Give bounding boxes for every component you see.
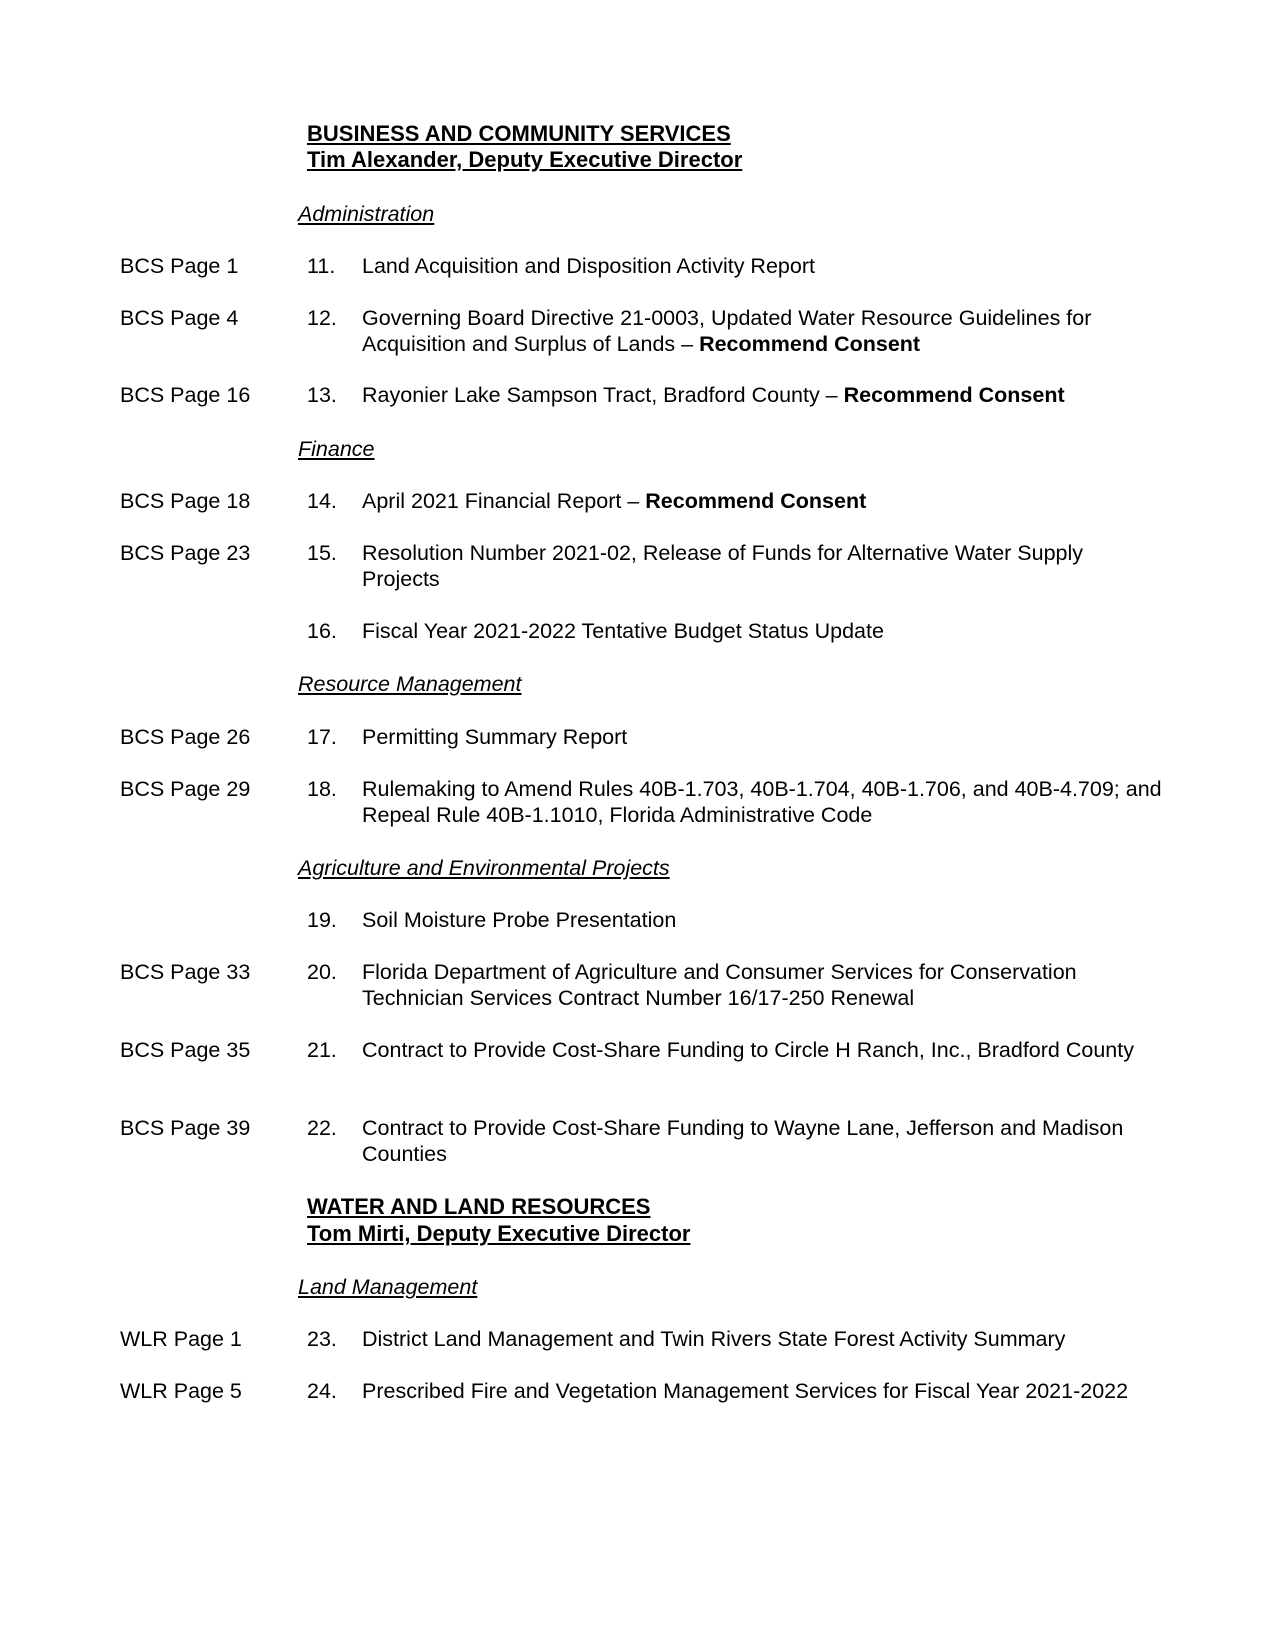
- item-number: 15.: [307, 541, 337, 565]
- item-number: 13.: [307, 383, 337, 407]
- item-text: Fiscal Year 2021-2022 Tentative Budget Status Update: [362, 619, 884, 643]
- item-page-ref: BCS Page 33: [120, 960, 251, 984]
- item-text: Resolution Number 2021-02, Release of Funds for Alternative Water Supply Projects: [362, 541, 1084, 591]
- item-text: Contract to Provide Cost-Share Funding to Circle H Ranch, Inc., Bradford County: [362, 1038, 1134, 1062]
- item-action: Recommend Consent: [699, 332, 921, 356]
- section-director-wlr: Tom Mirti, Deputy Executive Director: [307, 1221, 691, 1246]
- item-number: 19.: [307, 908, 337, 932]
- item-text: Florida Department of Agriculture and Consumer Services for Conservation Technician Services Contract Number 16/17-250 Renewal: [362, 960, 1077, 1010]
- item-number: 21.: [307, 1038, 337, 1062]
- item-page-ref: BCS Page 35: [120, 1038, 251, 1062]
- item-number: 12.: [307, 306, 337, 330]
- subsection-administration: Administration: [298, 202, 435, 226]
- item-page-ref: WLR Page 1: [120, 1327, 242, 1351]
- subsection-land-management: Land Management: [298, 1275, 478, 1299]
- item-text: Rayonier Lake Sampson Tract, Bradford County – Recommend Consent: [362, 383, 1065, 407]
- item-text: Rulemaking to Amend Rules 40B-1.703, 40B-1.704, 40B-1.706, and 40B-4.709; and Repeal Rule 40B-1.1010, Florida Administrative Code: [362, 777, 1162, 827]
- item-page-ref: BCS Page 4: [120, 306, 239, 330]
- item-action: Recommend Consent: [843, 383, 1065, 407]
- item-number: 17.: [307, 725, 337, 749]
- item-text: Contract to Provide Cost-Share Funding to Wayne Lane, Jefferson and Madison Counties: [362, 1116, 1124, 1166]
- item-number: 16.: [307, 619, 337, 643]
- item-page-ref: BCS Page 16: [120, 383, 251, 407]
- item-page-ref: BCS Page 29: [120, 777, 251, 801]
- item-text: Permitting Summary Report: [362, 725, 628, 749]
- section-title-wlr: WATER AND LAND RESOURCES: [307, 1194, 651, 1219]
- item-page-ref: WLR Page 5: [120, 1379, 242, 1403]
- item-page-ref: BCS Page 18: [120, 489, 251, 513]
- item-page-ref: BCS Page 1: [120, 254, 239, 278]
- section-title-bcs: BUSINESS AND COMMUNITY SERVICES: [307, 121, 731, 146]
- item-text: April 2021 Financial Report – Recommend Consent: [362, 489, 867, 513]
- item-text: Governing Board Directive 21-0003, Updated Water Resource Guidelines for Acquisition and Surplus of Lands – Recommend Consent: [362, 306, 1092, 356]
- item-number: 14.: [307, 489, 337, 513]
- item-text: Prescribed Fire and Vegetation Management Services for Fiscal Year 2021-2022: [362, 1379, 1129, 1403]
- subsection-resource-management: Resource Management: [298, 672, 522, 696]
- item-number: 18.: [307, 777, 337, 801]
- item-number: 24.: [307, 1379, 337, 1403]
- item-page-ref: BCS Page 23: [120, 541, 251, 565]
- item-text: District Land Management and Twin Rivers State Forest Activity Summary: [362, 1327, 1066, 1351]
- item-number: 11.: [307, 254, 336, 278]
- item-number: 20.: [307, 960, 337, 984]
- item-page-ref: BCS Page 39: [120, 1116, 251, 1140]
- item-text: Soil Moisture Probe Presentation: [362, 908, 677, 932]
- item-text: Land Acquisition and Disposition Activity Report: [362, 254, 815, 278]
- item-number: 23.: [307, 1327, 337, 1351]
- item-page-ref: BCS Page 26: [120, 725, 251, 749]
- item-action: Recommend Consent: [645, 489, 867, 513]
- item-number: 22.: [307, 1116, 337, 1140]
- subsection-agriculture-environmental: Agriculture and Environmental Projects: [298, 856, 670, 880]
- subsection-finance: Finance: [298, 437, 375, 461]
- section-director-bcs: Tim Alexander, Deputy Executive Director: [307, 147, 743, 172]
